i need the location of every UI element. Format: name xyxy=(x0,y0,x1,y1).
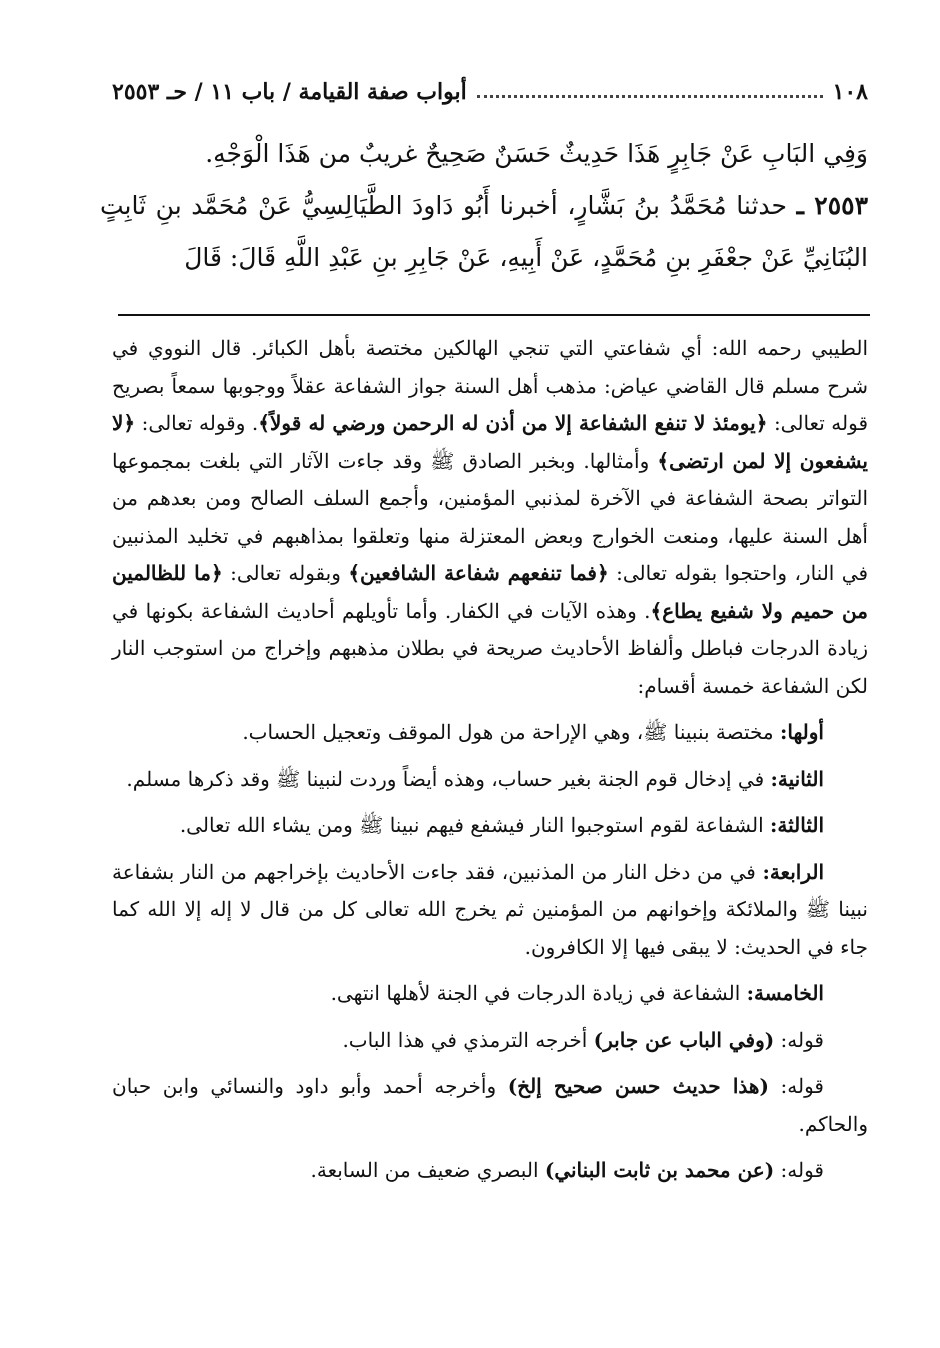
quran-quote: ﴿لا يشفعون إلا لمن ارتضى﴾ xyxy=(112,411,868,473)
item-text: الشفاعة في زيادة الدرجات في الجنة لأهلها انتهى. xyxy=(330,981,747,1005)
list-item xyxy=(112,714,868,752)
note-quote: (عن محمد بن ثابت البناني) xyxy=(544,1158,775,1182)
commentary-text: . وقوله تعالى: xyxy=(135,411,259,435)
page-header xyxy=(112,72,868,112)
item-text: مختصة بنبينا ﷺ، وهي الإراحة من هول الموقف وتعجيل الحساب. xyxy=(242,720,780,744)
commentary-block xyxy=(112,330,868,1190)
item-label: الثانية: xyxy=(770,766,824,791)
note-item xyxy=(112,1152,868,1190)
item-text: الشفاعة لقوم استوجبوا النار فيشفع فيهم نبينا ﷺ ومن يشاء الله تعالى. xyxy=(179,813,770,837)
quran-quote: ﴿فما تنفعهم شفاعة الشافعين﴾ xyxy=(348,561,609,585)
commentary-paragraph xyxy=(112,330,868,705)
quran-quote: ﴿ما للظالمين من حميم ولا شفيع يطاع﴾ xyxy=(112,561,868,623)
note-item xyxy=(112,1068,868,1143)
commentary-text: وبقوله تعالى: xyxy=(222,561,349,585)
hadith-body: حدثنا مُحَمَّدُ بنُ بَشَّارٍ، أخبرنا أَبُو دَاودَ الطَّيَالِسِيُّ عَنْ مُحَمَّد بنِ ثَابِتٍ البُنَانِيِّ عَنْ جعْفَرِ بنِ مُحَمَّدٍ، عَنْ أَبِيهِ، عَنْ جَابِرِ بنِ عَبْدِ اللَّهِ قَالَ: قَالَ xyxy=(100,191,868,272)
footnote-divider xyxy=(118,314,870,316)
quran-quote: ﴿يومئذ لا تنفع الشفاعة إلا من أذن له الرحمن ورضي له قولاً﴾ xyxy=(258,411,768,435)
note-prefix: قوله: xyxy=(774,1158,824,1182)
list-item xyxy=(112,975,868,1013)
hadith-text-block xyxy=(100,128,868,284)
list-item xyxy=(112,807,868,845)
commentary-text: الطيبي رحمه الله: أي شفاعتي التي تنجي الهالكين مختصة بأهل الكبائر. قال النووي في شرح مسلم قال القاضي عياض: مذهب أهل السنة جواز الشفاعة عقلاً ووجوبها سمعاً بصريح قوله تعالى: xyxy=(112,336,869,435)
list-item xyxy=(112,761,868,799)
note-quote: (هذا حديث حسن صحيح إلخ) xyxy=(507,1074,769,1098)
item-label: الثالثة: xyxy=(769,813,824,837)
note-text: البصري ضعيف من السابعة. xyxy=(310,1158,545,1182)
item-label: الرابعة: xyxy=(762,859,824,884)
item-label: الخامسة: xyxy=(746,981,824,1005)
commentary-text: . وهذه الآيات في الكفار. وأما تأويلهم أحاديث الشفاعة بكونها في زيادة الدرجات فباطل وألفاظ الأحاديث صريحة في بطلان مذهبهم وإخراج من استوجب النار لكن الشفاعة خمسة أقسام: xyxy=(112,598,868,698)
running-title: أبواب صفة القيامة / باب ١١ / حـ ٢٥٥٣ xyxy=(112,79,467,105)
hadith-paragraph xyxy=(100,180,868,284)
dotted-leader xyxy=(477,95,823,98)
note-text: وأخرجه أحمد وأبو داود والنسائي وابن حبان والحاكم. xyxy=(112,1074,868,1136)
item-label: أولها: xyxy=(779,720,824,744)
hadith-number: ٢٥٥٣ ـ xyxy=(796,191,868,220)
note-item xyxy=(112,1022,868,1060)
note-prefix: قوله: xyxy=(768,1074,824,1098)
note-text: أخرجه الترمذي في هذا الباب. xyxy=(342,1027,594,1052)
list-item xyxy=(112,854,868,967)
main-line-1: وَفِي البَابِ عَنْ جَابِرٍ هَذَا حَدِيثٌ حَسَنٌ صَحِيحٌ غريبٌ من هَذَا الْوَجْهِ. xyxy=(205,139,868,168)
item-text: في من دخل النار من المذنبين، فقد جاءت الأحاديث بإخراجهم من النار بشفاعة نبينا ﷺ والملائكة وإخوانهم من المؤمنين ثم يخرج الله تعالى كل من قال لا إله إلا الله كما جاء في الحديث: لا يبقى فيها إلا الكافرون. xyxy=(112,859,868,959)
page-number: ١٠٨ xyxy=(832,79,868,105)
commentary-text: وأمثالها. وبخبر الصادق ﷺ وقد جاءت الآثار التي بلغت بمجموعها التواتر بصحة الشفاعة في الآخرة لمذنبي المؤمنين، وأجمع السلف الصالح ومن بعدهم من أهل السنة عليها، ومنعت الخوارج وبعض المعتزلة منها وتعلقوا بمذاهبهم في تخليد المذنبين في النار، واحتجوا بقوله تعالى: xyxy=(112,448,869,585)
note-prefix: قوله: xyxy=(774,1027,824,1052)
note-quote: (وفي الباب عن جابر) xyxy=(593,1027,775,1052)
item-text: في إدخال قوم الجنة بغير حساب، وهذه أيضاً وردت لنبينا ﷺ وقد ذكرها مسلم. xyxy=(126,766,771,791)
